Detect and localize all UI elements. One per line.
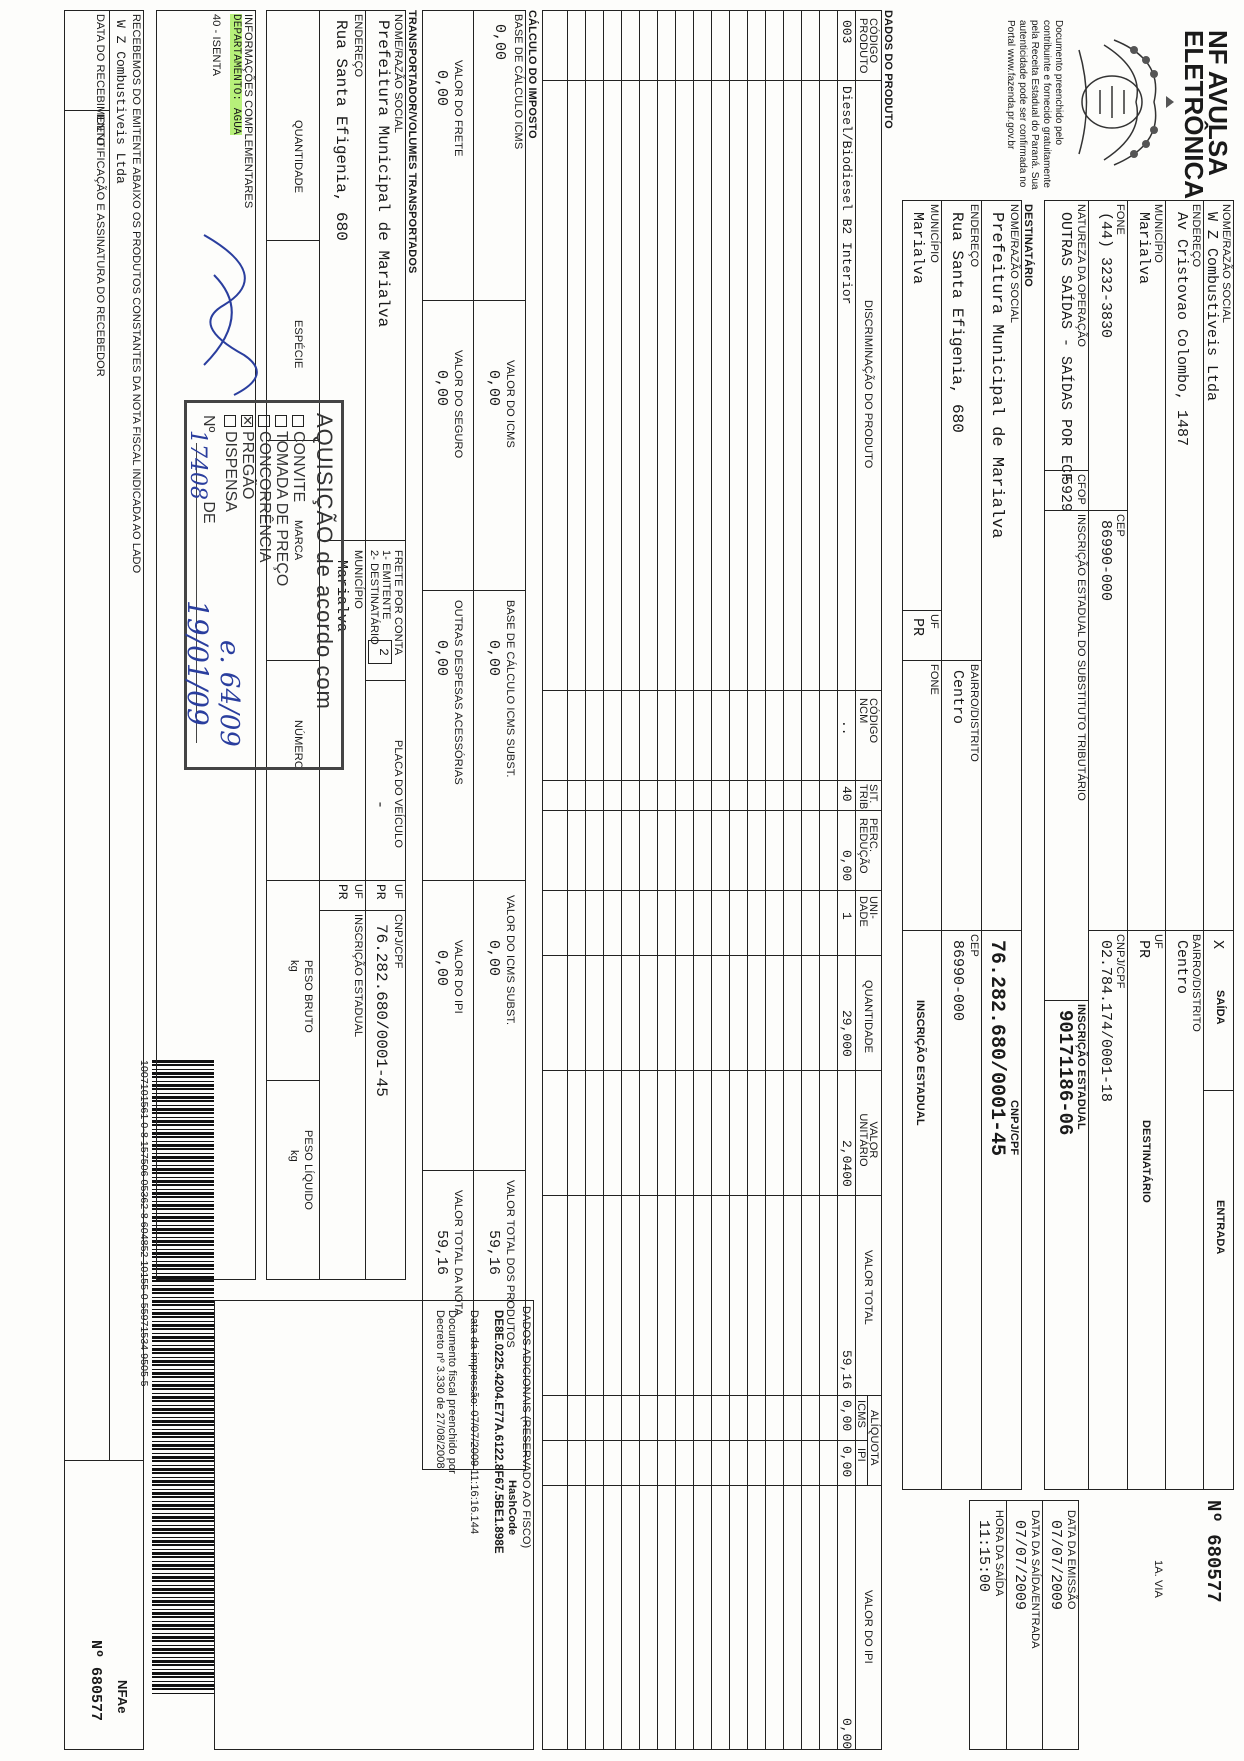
dest-municipio: Marialva: [909, 212, 926, 285]
barcode-bar: [152, 1648, 214, 1651]
barcode-bar: [152, 1568, 214, 1570]
barcode-bar: [152, 1321, 214, 1322]
transp-ie-label: INSCRIÇÃO ESTADUAL: [352, 914, 364, 1038]
row-quantidade: 29,000: [839, 1010, 854, 1057]
barcode-bar: [152, 1348, 214, 1351]
emitente-municipio: Marialva: [1135, 212, 1152, 285]
barcode-bar: [152, 1537, 214, 1538]
transp-uf-label: UF: [392, 884, 404, 899]
barcode-bar: [152, 1297, 214, 1298]
emitente-endereco: Av Cristovao Colombo, 1487: [1173, 212, 1190, 447]
signature-icon: [184, 215, 284, 415]
barcode-bar: [152, 1544, 214, 1546]
transp-endereco: Rua Santa Efigenia, 680: [332, 20, 350, 241]
transp-uf: PR: [373, 884, 388, 900]
emitente-uf: PR: [1135, 940, 1152, 959]
destinatario-section-title: DESTINATÁRIO: [1022, 204, 1034, 287]
dest-endereco: Rua Santa Efigenia, 680: [948, 212, 966, 433]
barcode-bar: [152, 1396, 214, 1399]
col-total-header: VALOR TOTAL: [862, 1250, 874, 1325]
barcode-bar: [152, 1585, 214, 1586]
especie-label: ESPÉCIE: [292, 320, 304, 369]
outras-despesas-label: OUTRAS DESPESAS ACESSÓRIAS: [452, 600, 464, 785]
barcode-bar: [152, 1684, 214, 1687]
barcode-bar: [152, 1645, 214, 1646]
emitente-fone: (44) 3232-3830: [1097, 212, 1114, 339]
emitente-municipio-label: MUNICÍPIO: [1152, 204, 1164, 263]
option-convite: CONVITE: [290, 431, 307, 503]
transp-endereco-label: ENDEREÇO: [352, 14, 364, 78]
transp-uf2-label: UF: [352, 884, 364, 899]
col-codigo-header: CÓDIGO PRODUTO: [857, 18, 879, 74]
barcode-bar: [152, 1300, 214, 1303]
barcode-bar: [152, 1604, 214, 1606]
base-icms-label: BASE DE CÁLCULO ICMS: [512, 14, 524, 150]
row-unitario: 2,0400: [839, 1140, 854, 1187]
barcode-bar: [152, 1633, 214, 1634]
barcode-bar: [152, 1504, 214, 1507]
title-line-1: NF AVULSA: [1203, 30, 1233, 176]
emitente-uf-label: UF: [1152, 934, 1164, 949]
placa-label: PLACA DO VEÍCULO: [392, 740, 404, 848]
barcode-bar: [152, 1516, 214, 1519]
emitente-ie-label: INSCRIÇÃO ESTADUAL: [1075, 1004, 1087, 1130]
barcode-bar: [152, 1501, 214, 1502]
canhoto-numero: Nº 680577: [87, 1640, 104, 1722]
checkbox-convite[interactable]: [292, 415, 304, 427]
barcode-bar: [152, 1460, 214, 1462]
barcode-bar: [152, 1448, 214, 1450]
dest-bairro: Centro: [949, 670, 966, 725]
option-concorrencia: CONCORRÊNCIA: [256, 431, 273, 563]
barcode-bar: [152, 1564, 214, 1567]
barcode-bar: [152, 1477, 214, 1478]
transp-cnpj: 76.282.680/0001-45: [372, 924, 390, 1097]
barcode-bar: [152, 1652, 214, 1654]
transp-uf2: PR: [335, 884, 350, 900]
valor-ipi: 0,00: [433, 950, 450, 987]
barcode-bar: [152, 1513, 214, 1514]
total-produtos-label: VALOR TOTAL DOS PRODUTOS: [504, 1180, 516, 1348]
barcode-bar: [152, 1417, 214, 1418]
produtos-section-title: DADOS DO PRODUTO: [882, 10, 894, 129]
natureza-operacao: OUTRAS SAÍDAS - SAÍDAS POR ECF: [1057, 212, 1074, 483]
emitente-nome-label: NOME/RAZÃO SOCIAL: [1220, 204, 1232, 324]
valor-frete: 0,00: [433, 70, 450, 107]
barcode-bar: [152, 1465, 214, 1466]
row-icms: 0,00: [839, 1400, 854, 1432]
outras-despesas: 0,00: [433, 640, 450, 677]
option-dispensa: DISPENSA: [222, 431, 239, 512]
row-valor-ipi: 0,00: [839, 1718, 854, 1750]
row-ncm: ..: [839, 720, 854, 736]
barcode-bar: [152, 1628, 214, 1630]
data-saida-label: DATA DA SAÍDA/ENTRADA: [1029, 1510, 1041, 1649]
saida-label: SAÍDA: [1214, 990, 1226, 1025]
stamp-title: AQUISIÇÃO de acordo com: [312, 413, 337, 710]
portal-note: Documento preenchido pelo contribuinte e fornecido gratuitamente pela Receita Estadual do Paraná. Sua autenticidade pode ser confirmada no Portal www.fazenda.pr.gov.br: [1005, 20, 1064, 190]
barcode-bar: [152, 1436, 214, 1438]
numero-label: NÚMERO: [292, 720, 304, 770]
emitente-nome: W Z Combustiveis Ltda: [1203, 212, 1220, 402]
base-icms: 0,00: [491, 24, 508, 61]
stamp-numero-prefix: Nº: [200, 415, 217, 433]
barcode-bar: [152, 1573, 214, 1574]
col-icms-header: ICMS: [855, 1400, 867, 1428]
barcode-text: 1007101561 0-8 157506 05362-8 604852 10155-0 55971534 9505-5: [138, 1060, 150, 1387]
barcode-bar: [152, 1429, 214, 1430]
barcode-bar: [152, 1304, 214, 1306]
cfop-label: CFOP: [1075, 474, 1087, 505]
row-unidade: 1: [839, 912, 854, 920]
barcode-bar: [152, 1372, 214, 1375]
dest-nome: Prefeitura Municipal de Marialva: [987, 212, 1006, 539]
barcode-bar: [152, 1424, 214, 1426]
barcode-bar: [152, 1525, 214, 1526]
emitente-fone-label: FONE: [1114, 204, 1126, 235]
total-nota: 59,16: [433, 1230, 450, 1276]
barcode-bar: [152, 1624, 214, 1627]
barcode-bar: [152, 1636, 214, 1639]
documento-fiscal-1: Documento fiscal preenchido por: [446, 1310, 458, 1474]
imposto-section-title: CÁLCULO DO IMPOSTO: [526, 10, 538, 139]
canhoto-emitente: W Z Combustiveis Ltda: [113, 20, 128, 184]
transp-municipio-label: MUNICÍPIO: [352, 550, 364, 609]
base-subst: 0,00: [485, 640, 502, 677]
barcode-bar: [152, 1324, 214, 1327]
placa: -: [371, 800, 388, 810]
emitente-cnpj-label: CNPJ/CPF: [1114, 934, 1126, 989]
dados-adicionais-label: DADOS ADICIONAIS (RESERVADO AO FISCO): [520, 1306, 532, 1549]
col-descricao-header: DISCRIMINAÇÃO DO PRODUTO: [862, 300, 874, 469]
barcode-bar: [152, 1612, 214, 1615]
barcode-bar: [152, 1576, 214, 1579]
ie-substituto-label: INSCRIÇÃO ESTADUAL DO SUBSTITUTO TRIBUTÁRIO: [1075, 514, 1087, 801]
isenta-note: 40 - ISENTA: [210, 14, 222, 77]
departamento-highlight: DEPARTAMENTO: AGUA: [230, 14, 242, 135]
barcode-bar: [152, 1472, 214, 1474]
barcode-bar: [152, 1664, 214, 1666]
barcode-bar: [152, 1657, 214, 1658]
dados-adicionais-block: [214, 1300, 534, 1750]
frete-conta-value: 2: [368, 640, 392, 664]
barcode-bar: [152, 1540, 214, 1543]
canhoto-nfae: NFAe: [115, 1680, 130, 1714]
hashcode-label: HashCode: [506, 1480, 518, 1536]
barcode-bar: [152, 1688, 214, 1690]
dest-cnpj-label: CNPJ/CPF: [1008, 1100, 1020, 1156]
quantidade-label: QUANTIDADE: [292, 120, 304, 194]
barcode-bar: [152, 1345, 214, 1346]
total-nota-label: VALOR TOTAL DA NOTA: [452, 1190, 464, 1316]
row-sit: 40: [839, 786, 854, 802]
col-perc-header: PERC. REDUÇÃO: [857, 818, 879, 874]
barcode-bar: [152, 1492, 214, 1495]
barcode-bar: [152, 1592, 214, 1594]
dest-uf: PR: [909, 618, 926, 637]
valor-subst: 0,00: [485, 940, 502, 977]
option-pregao: PREGÃO: [239, 431, 256, 500]
valor-seguro-label: VALOR DO SEGURO: [452, 350, 464, 459]
barcode-bar: [152, 1484, 214, 1486]
peso-liquido-label: PESO LÍQUIDO: [302, 1130, 314, 1211]
barcode-bar: [152, 1552, 214, 1555]
peso-liquido: kg: [288, 1150, 300, 1162]
col-ncm-header: CÓDIGO NCM: [857, 698, 879, 744]
barcode-bar: [152, 1340, 214, 1342]
barcode-bar: [152, 1660, 214, 1663]
barcode-bar: [152, 1285, 214, 1286]
emitente-bairro: Centro: [1173, 940, 1190, 995]
saida-mark: X: [1209, 940, 1226, 950]
peso-bruto: kg: [288, 960, 300, 972]
barcode-bar: [152, 1556, 214, 1558]
title-line-2: ELETRÔNICA: [1179, 30, 1209, 199]
barcode-bar: [152, 1328, 214, 1330]
row-codigo: 003: [839, 20, 854, 44]
valor-ipi-label: VALOR DO IPI: [452, 940, 464, 1014]
barcode-bar: [152, 1336, 214, 1339]
checkbox-pregao[interactable]: [241, 415, 253, 427]
marca-label: MARCA: [292, 520, 304, 561]
row-perc: 0,00: [839, 850, 854, 882]
transportador-section-title: TRANSPORTADOR/VOLUMES TRANSPORTADOS: [406, 10, 418, 274]
barcode-bar: [152, 1444, 214, 1447]
barcode-bar: [152, 1597, 214, 1598]
barcode-bar: [152, 1456, 214, 1459]
handwritten-number: 17408: [185, 430, 210, 500]
col-aliquota-header: ALÍQUOTA: [868, 1410, 880, 1466]
valor-icms-label: VALOR DO ICMS: [504, 360, 516, 448]
natureza-label: NATUREZA DA OPERAÇÃO: [1075, 204, 1087, 347]
documento-fiscal-2: Decreto nº 3.330 de 27/08/2008: [434, 1310, 446, 1469]
barcode-bar: [152, 1609, 214, 1610]
col-valor-ipi-header: VALOR DO IPI: [862, 1590, 874, 1664]
data-impressao: Data da impressão: 07/07/2009 11:16:16.144: [468, 1310, 480, 1535]
barcode-bar: [152, 1549, 214, 1550]
dest-endereco-label: ENDEREÇO: [968, 204, 980, 268]
dest-uf-label: UF: [928, 614, 940, 629]
row-ipi: 0,00: [839, 1446, 854, 1478]
col-quantidade-header: QUANTIDADE: [862, 980, 874, 1054]
data-emissao: 07/07/2009: [1047, 1520, 1064, 1611]
barcode-bar: [152, 1381, 214, 1382]
barcode-bar: [152, 1621, 214, 1622]
option-tomada-preco: TOMADA DE PREÇO: [273, 431, 290, 587]
produtos-table: [542, 10, 882, 1750]
barcode-bar: [152, 1364, 214, 1366]
barcode-bar: [152, 1312, 214, 1315]
emitente-ie: 90171186-06: [1054, 1010, 1076, 1136]
barcode-bar: [152, 1508, 214, 1510]
frete-opt-destinatario: 2- DESTINATÁRIO: [368, 550, 380, 645]
base-subst-label: BASE DE CÁLCULO ICMS SUBST.: [504, 600, 516, 778]
checkbox-concorrencia[interactable]: [258, 415, 270, 427]
checkbox-tomada-preco[interactable]: [275, 415, 287, 427]
barcode-bar: [152, 1393, 214, 1394]
barcode-bar: [152, 1412, 214, 1414]
barcode-bar: [152, 1369, 214, 1370]
emitente-cnpj: 02.784.174/0001-18: [1097, 940, 1114, 1103]
handwritten-date: 19/01/09: [181, 600, 214, 726]
valor-icms: 0,00: [485, 370, 502, 407]
valor-subst-label: VALOR DO ICMS SUBST.: [504, 895, 516, 1026]
barcode-bar: [152, 1453, 214, 1454]
barcode-bar: [152, 1405, 214, 1406]
dest-cep: 86990-000: [949, 940, 966, 1022]
barcode-bar: [152, 1588, 214, 1591]
barcode-bar: [152, 1489, 214, 1490]
valor-seguro: 0,00: [433, 370, 450, 407]
dest-ie-label: INSCRIÇÃO ESTADUAL: [914, 1000, 926, 1126]
document-title: [1179, 30, 1233, 199]
stamp-de: DE: [200, 501, 217, 524]
transp-nome-label: NOME/RAZÃO SOCIAL: [392, 14, 404, 134]
barcode-bar: [152, 1376, 214, 1378]
cfop: 5929: [1057, 476, 1074, 513]
barcode-bar: [152, 1357, 214, 1358]
barcode-bar: [152, 1360, 214, 1363]
barcode-bar: [152, 1292, 214, 1294]
barcode-bar: [152, 1309, 214, 1310]
col-ipi-header: IPI: [855, 1448, 867, 1462]
dest-bairro-label: BAIRRO/DISTRITO: [968, 664, 980, 762]
barcode-bar: [152, 1420, 214, 1423]
barcode-bar: [152, 1600, 214, 1603]
col-unitario-header: VALOR UNITÁRIO: [857, 1113, 879, 1167]
barcode-bar: [152, 1672, 214, 1675]
data-saida: 07/07/2009: [1011, 1520, 1028, 1611]
hora-saida: 11:15:00: [975, 1520, 992, 1593]
frete-conta-label: FRETE POR CONTA: [392, 550, 404, 656]
barcode-bar: [152, 1280, 214, 1282]
barcode-bar: [152, 1693, 214, 1694]
checkbox-dispensa[interactable]: [224, 415, 236, 427]
barcode-bar: [152, 1432, 214, 1435]
barcode-bar: [152, 1480, 214, 1483]
barcode-bar: [152, 1681, 214, 1682]
barcode-bar: [152, 1316, 214, 1318]
nota-numero: Nº 680577: [1202, 1500, 1224, 1603]
hashcode: DE8E.0225.4204.E77A.6122.8F67.5BE1.898E: [492, 1310, 504, 1554]
barcode-bar: [152, 1676, 214, 1678]
dest-cnpj: 76.282.680/0001-45: [985, 940, 1008, 1157]
assinatura-recebedor-label: IDENTIFICAÇÃO E ASSINATURA DO RECEBEDOR: [94, 114, 106, 377]
emitente-cep: 86990-000: [1097, 520, 1114, 602]
emitente-endereco-label: ENDEREÇO: [1190, 204, 1202, 268]
barcode-bar: [152, 1561, 214, 1562]
barcode-bar: [152, 1520, 214, 1522]
valor-frete-label: VALOR DO FRETE: [452, 60, 464, 157]
data-recebimento-label: DATA DO RECEBIMENTO: [94, 14, 106, 147]
barcode-bar: [152, 1384, 214, 1387]
barcode-bar: [152, 1400, 214, 1402]
barcode-bar: [152, 1528, 214, 1531]
frete-opt-emitente: 1- EMITENTE: [380, 550, 392, 620]
complementares-label: INFORMAÇÕES COMPLEMENTARES: [242, 14, 254, 209]
barcode-bar: [152, 1333, 214, 1334]
barcode-bar: [152, 1468, 214, 1471]
emitente-cep-label: CEP: [1114, 514, 1126, 537]
barcode-bar: [152, 1669, 214, 1670]
canhoto-recebemos: RECEBEMOS DO EMITENTE ABAIXO OS PRODUTOS CONSTANTES DA NOTA FISCAL INDICADA AO LADO: [130, 14, 142, 574]
transp-nome: Prefeitura Municipal de Marialva: [374, 20, 392, 328]
col-sit-header: SIT. TRIB: [857, 784, 879, 810]
row-descricao: Diesel/Biodiesel B2 Interior: [839, 86, 854, 305]
barcode-bar: [152, 1616, 214, 1618]
emitente-bairro-label: BAIRRO/DISTRITO: [1190, 934, 1202, 1032]
destinatario-strip: DESTINATÁRIO: [1140, 1120, 1152, 1203]
col-unidade-header: UNI- DADE: [857, 896, 879, 927]
barcode-bar: [152, 1441, 214, 1442]
handwritten-process-number: e. 64/09: [214, 640, 244, 747]
barcode-bar: [152, 1388, 214, 1390]
total-produtos: 59,16: [485, 1230, 502, 1276]
barcode-bar: [152, 1408, 214, 1411]
barcode-bar: [152, 1352, 214, 1354]
peso-bruto-label: PESO BRUTO: [302, 960, 314, 1033]
dest-municipio-label: MUNICÍPIO: [928, 204, 940, 263]
barcode-bar: [152, 1580, 214, 1582]
stamp-options: [222, 415, 307, 586]
barcode-bar: [152, 1640, 214, 1642]
barcode-bar: [152, 1288, 214, 1291]
entrada-label: ENTRADA: [1214, 1200, 1226, 1255]
dest-nome-label: NOME/RAZÃO SOCIAL: [1008, 204, 1020, 324]
parana-coat-of-arms-icon: [1064, 30, 1174, 175]
via-label: 1A. VIA: [1152, 1560, 1164, 1598]
data-emissao-label: DATA DA EMISSÃO: [1065, 1510, 1077, 1610]
dest-cep-label: CEP: [968, 934, 980, 957]
row-total: 59,16: [839, 1350, 854, 1390]
transp-cnpj-label: CNPJ/CPF: [392, 914, 404, 969]
barcode-bar: [152, 1496, 214, 1498]
dest-fone-label: FONE: [928, 664, 940, 695]
hora-saida-label: HORA DA SAÍDA: [993, 1510, 1005, 1597]
transp-municipio: Marialva: [333, 560, 350, 633]
barcode-bar: [152, 1532, 214, 1534]
